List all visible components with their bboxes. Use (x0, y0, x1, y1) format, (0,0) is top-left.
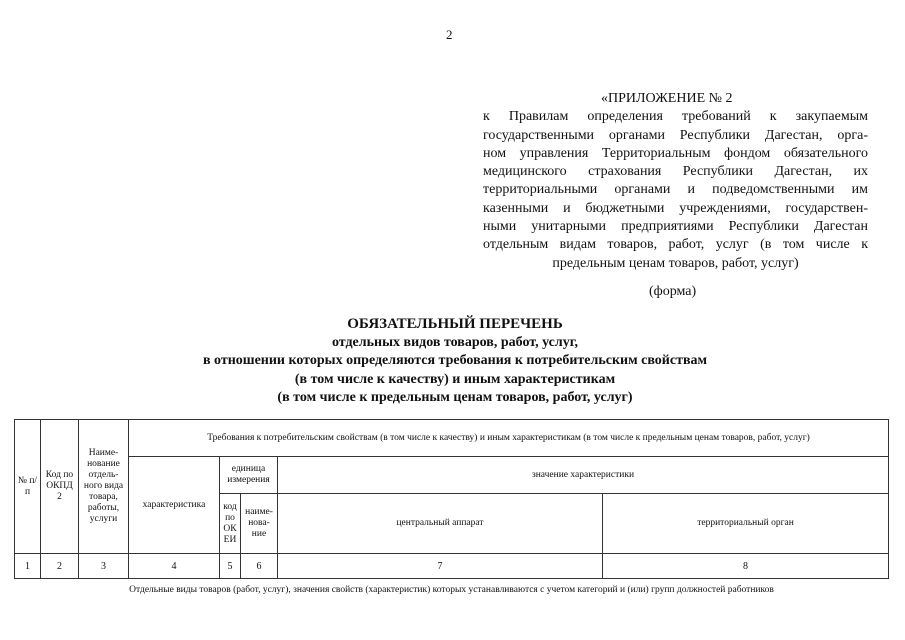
header-unit-name: наиме- нова- ние (241, 494, 278, 554)
header-item-name: Наиме- нование отдель- ного вида товара, работы, услуги (79, 420, 129, 554)
appendix-line: предельным ценам товаров, работ, услуг) (552, 255, 799, 271)
column-number-cell: 7 (278, 554, 603, 579)
appendix-line: ном управления Территориальным фондом обязательного (483, 145, 868, 161)
appendix-line: ными унитарными предприятиями Республики Дагестан (483, 219, 868, 235)
appendix-line: отдельным видам товаров, работ, услуг (в том числе к (483, 237, 868, 253)
requirements-table (14, 419, 889, 597)
appendix-title: «ПРИЛОЖЕНИЕ № 2 (601, 91, 733, 106)
header-value-group: значение характеристики (278, 457, 889, 494)
appendix-body (483, 108, 868, 273)
header-unit-code: код по ОК ЕИ (220, 494, 241, 554)
column-number-cell: 6 (241, 554, 278, 579)
column-number-cell: 8 (603, 554, 889, 579)
column-number-cell: 5 (220, 554, 241, 579)
heading-title: ОБЯЗАТЕЛЬНЫЙ ПЕРЕЧЕНЬ (347, 316, 563, 332)
appendix-line: территориальными органами и подведомственными им (483, 182, 868, 198)
header-number: № п/п (15, 420, 41, 554)
heading-line: отдельных видов товаров, работ, услуг, (331, 334, 579, 350)
appendix-line: медицинского страхования Республики Дагестан, их (483, 164, 868, 180)
column-number-cell: 2 (41, 554, 79, 579)
appendix-block (483, 90, 868, 273)
heading-line: (в том числе к предельным ценам товаров, работ, услуг) (277, 390, 633, 405)
column-number-cell: 1 (15, 554, 41, 579)
form-note: (форма) (649, 284, 697, 299)
header-characteristic: характеристика (129, 457, 220, 554)
header-central-office: центральный аппарат (278, 494, 603, 554)
appendix-line: государственными органами Республики Дагестан, орга- (483, 127, 868, 143)
header-territorial-body: территориальный орган (603, 494, 889, 554)
column-number-cell: 4 (129, 554, 220, 579)
header-okpd-code: Код по ОКПД 2 (41, 420, 79, 554)
page-number: 2 (446, 27, 453, 42)
header-requirements-group: Требования к потребительским свойствам (в том числе к качеству) и иным характеристикам (в том числе к предельным ценам товаров, работ, услуг) (129, 420, 889, 457)
heading-line: (в том числе к качеству) и иным характеристикам (294, 371, 616, 387)
column-number-cell: 3 (79, 554, 129, 579)
table-section-note: Отдельные виды товаров (работ, услуг), значения свойств (характеристик) которых устанавливаются с учетом категорий и (или) групп должностей работников (15, 579, 889, 598)
appendix-line: к Правилам определения требований к закупаемым (483, 109, 868, 125)
document-heading (100, 315, 810, 408)
appendix-line: казенными и бюджетными учреждениями, государствен- (483, 200, 868, 216)
heading-line: в отношении которых определяются требования к потребительским свойствам (202, 353, 708, 368)
header-unit-group: единица измерения (220, 457, 278, 494)
